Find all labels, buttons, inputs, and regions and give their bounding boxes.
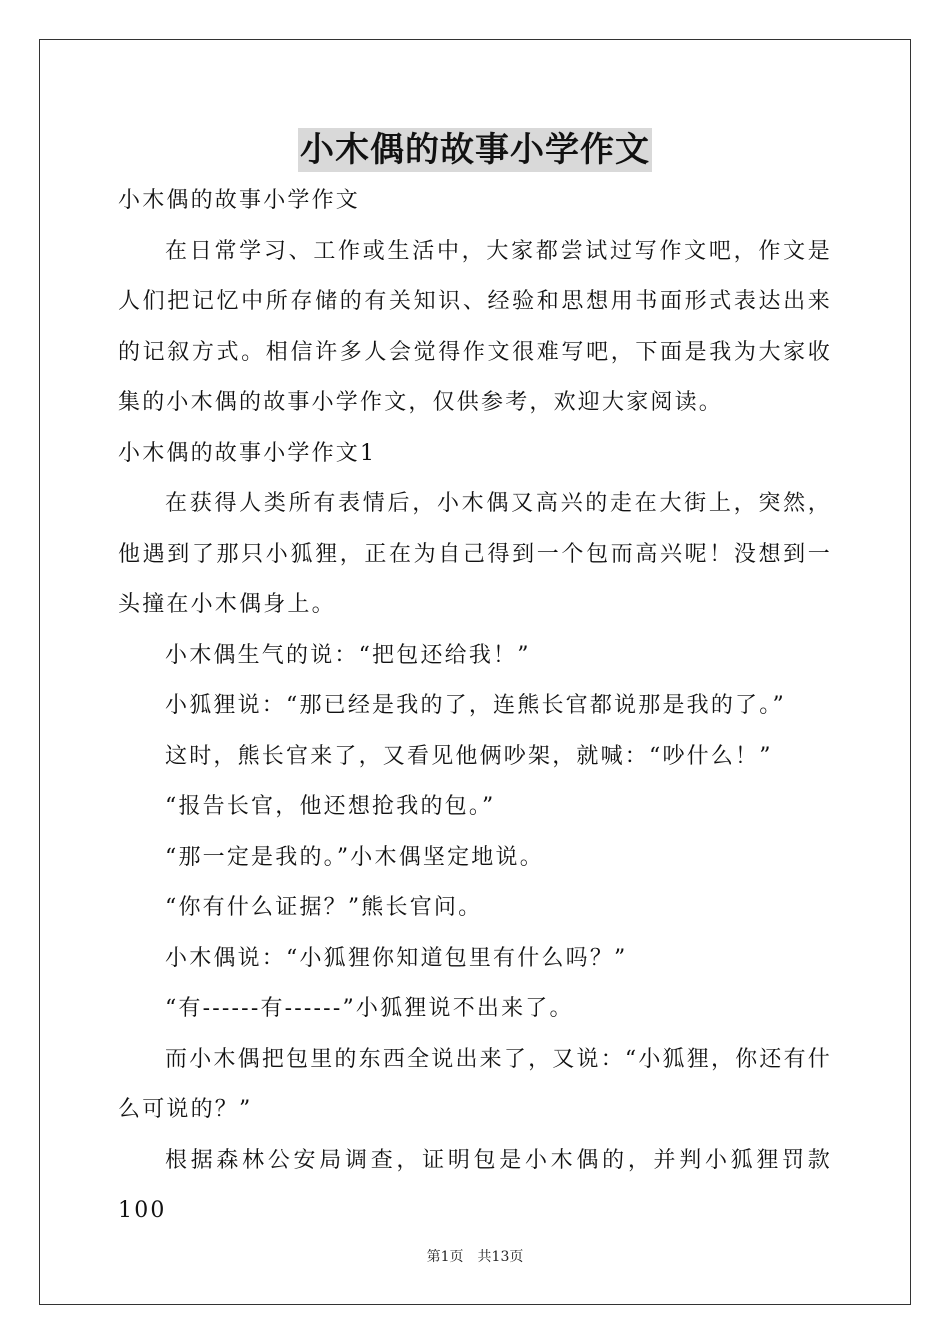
document-title: 小木偶的故事小学作文: [300, 130, 650, 170]
document-body: [118, 176, 832, 1237]
paragraph: “有------有------”小狐狸说不出来了。: [165, 996, 574, 1021]
paragraph: 根据森林公安局调查，证明包是小木偶的，并判小狐狸罚款100: [118, 1147, 832, 1223]
paragraph: 在获得人类所有表情后，小木偶又高兴的走在大街上，突然，他遇到了那只小狐狸，正在为自己得到一个包而高兴呢！没想到一头撞在小木偶身上。: [118, 491, 832, 617]
title-container: [118, 128, 832, 172]
paragraph: “报告长官，他还想抢我的包。”: [165, 794, 496, 819]
paragraph: “你有什么证据？”熊长官问。: [165, 895, 483, 920]
page-footer: [0, 1247, 950, 1267]
paragraph: 小木偶的故事小学作文1: [118, 440, 377, 466]
paragraph: 小木偶的故事小学作文: [118, 188, 361, 213]
paragraph: 在日常学习、工作或生活中，大家都尝试过写作文吧，作文是人们把记忆中所存储的有关知识、经验和思想用书面形式表达出来的记叙方式。相信许多人会觉得作文很难写吧，下面是我为大家收集的小木偶的故事小学作文，仅供参考，欢迎大家阅读。: [118, 238, 832, 415]
paragraph: 小木偶生气的说：“把包还给我！”: [165, 642, 531, 668]
paragraph: 小狐狸说：“那已经是我的了，连熊长官都说那是我的了。”: [165, 693, 786, 718]
paragraph: 这时，熊长官来了，又看见他俩吵架，就喊：“吵什么！”: [165, 743, 773, 769]
page-number: 第1页 共13页: [426, 1249, 524, 1265]
paragraph: 而小木偶把包里的东西全说出来了，又说：“小狐狸，你还有什么可说的？”: [118, 1046, 832, 1122]
paragraph: “那一定是我的。”小木偶坚定地说。: [165, 844, 544, 870]
paragraph: 小木偶说：“小狐狸你知道包里有什么吗？”: [165, 945, 628, 971]
